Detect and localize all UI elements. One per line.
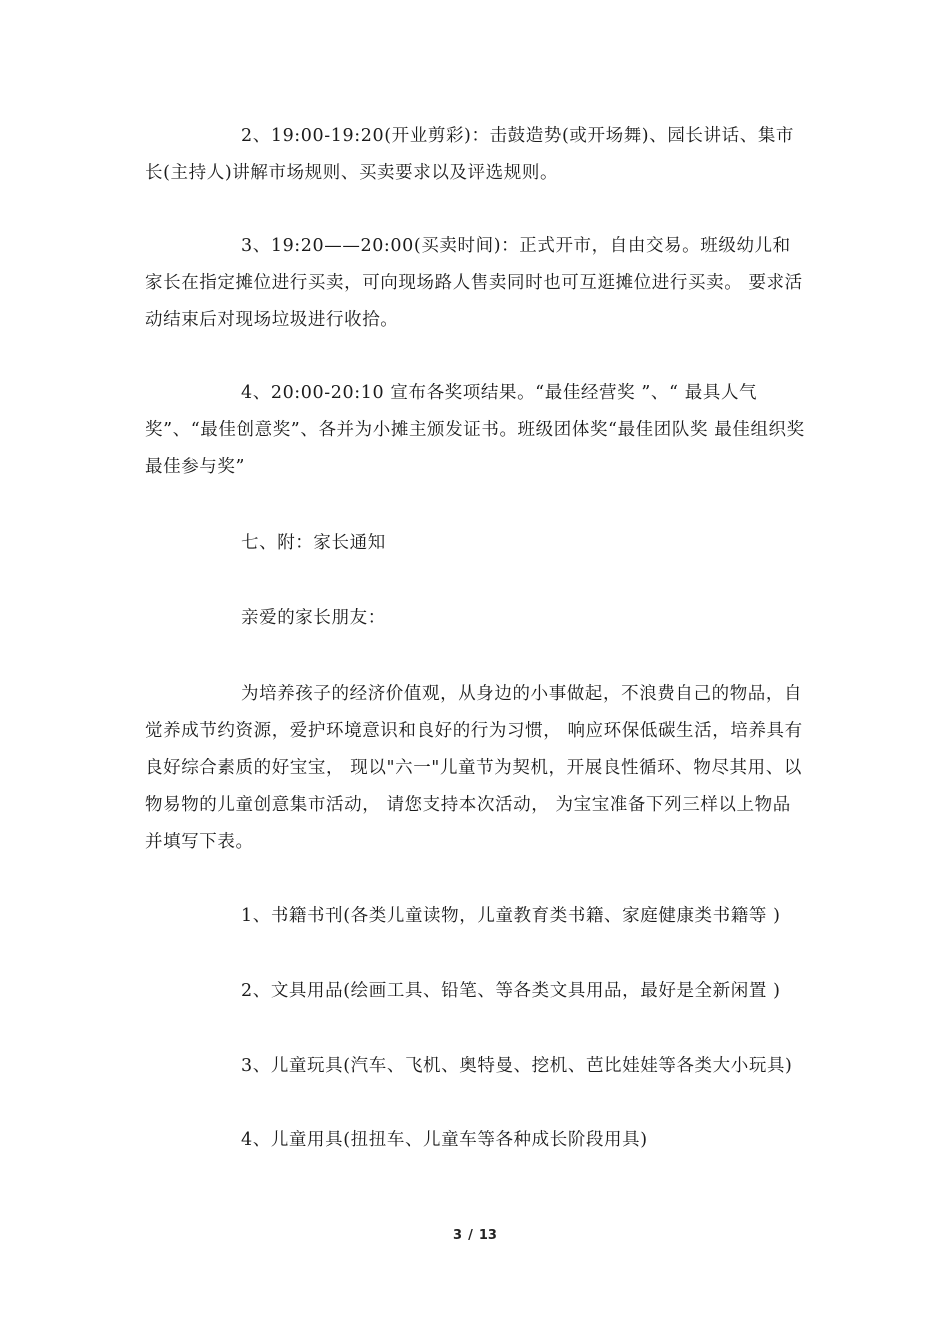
list-item-stationery: 2、文具用品(绘画工具、铅笔、等各类文具用品，最好是全新闲置 ) [241,981,781,1001]
list-item-toys: 3、儿童玩具(汽车、飞机、奥特曼、挖机、芭比娃娃等各类大小玩具) [241,1056,793,1076]
paragraph-schedule-opening: 2、19:00-19:20(开业剪彩)：击鼓造势(或开场舞)、园长讲话、集市长(主持人)讲解市场规则、买卖要求以及评选规则。 [145,126,795,183]
page-number [0,1228,950,1243]
page-separator: / [468,1228,473,1243]
letter-salutation: 亲爱的家长朋友： [241,608,386,628]
paragraph-notice-body: 为培养孩子的经济价值观，从身边的小事做起，不浪费自己的物品，自觉养成节约资源，爱护环境意识和良好的行为习惯， 响应环保低碳生活，培养具有良好综合素质的好宝宝， 现以"六一"儿童节为契机，开展良性循环、物尽其用、以物易物的儿童创意集市活动， 请您支持本次活动， 为宝宝准备下列三样以上物品并填写下表。 [145,684,803,852]
list-item-supplies: 4、儿童用具(扭扭车、儿童车等各种成长阶段用具) [241,1130,648,1150]
current-page-number: 3 [453,1228,463,1243]
total-page-count: 13 [478,1228,497,1243]
section-heading-parent-notice: 七、附：家长通知 [241,533,386,553]
paragraph-schedule-awards: 4、20:00-20:10 宣布各奖项结果。“最佳经营奖 ”、“ 最具人气奖”、“最佳创意奖”、各并为小摊主颁发证书。班级团体奖“最佳团队奖 最佳组织奖 最佳参与奖” [145,383,805,477]
list-item-books: 1、书籍书刊(各类儿童读物，儿童教育类书籍、家庭健康类书籍等 ) [241,906,781,926]
paragraph-schedule-trading: 3、19:20——20:00(买卖时间)：正式开市，自由交易。班级幼儿和家长在指定摊位进行买卖，可向现场路人售卖同时也可互逛摊位进行买卖。 要求活动结束后对现场垃圾进行收拾。 [145,236,803,330]
